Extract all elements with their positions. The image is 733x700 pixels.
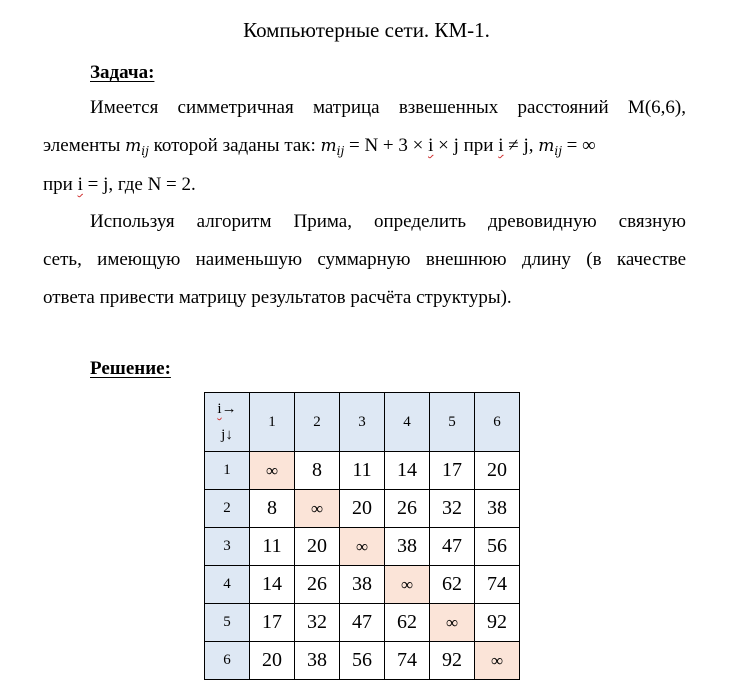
matrix-row <box>205 490 520 528</box>
row-header-3: 3 <box>205 528 250 566</box>
word: древовидную <box>488 211 597 232</box>
text: элементы <box>43 135 121 156</box>
arrow-down-icon: ↓ <box>225 427 233 443</box>
task-paragraph-1-line-2 <box>43 135 686 158</box>
word: Имеется <box>90 97 159 118</box>
distance-matrix-table <box>204 392 520 680</box>
task-heading: Задача: <box>90 62 155 83</box>
text: при <box>43 174 73 195</box>
matrix-cell: 20 <box>250 642 295 680</box>
spellcheck-word[interactable]: i <box>77 174 83 195</box>
matrix-cell: 20 <box>340 490 385 528</box>
document-title: Компьютерные сети. КМ-1. <box>243 18 490 42</box>
word: матрица <box>312 97 380 118</box>
matrix-cell: 56 <box>340 642 385 680</box>
word: M(6,6), <box>627 97 686 118</box>
spellcheck-word[interactable]: i <box>498 135 504 156</box>
matrix-cell: 38 <box>475 490 520 528</box>
matrix-cell: 38 <box>385 528 430 566</box>
task-paragraph-2-line-1 <box>90 211 686 233</box>
math-m-ij: $m_{ij}$ <box>320 136 345 158</box>
matrix-cell: 38 <box>340 566 385 604</box>
word: внешнюю <box>425 249 507 270</box>
matrix-cell: 62 <box>385 604 430 642</box>
solution-heading: Решение: <box>90 358 171 379</box>
matrix-cell: 14 <box>250 566 295 604</box>
math-m-ij: $m_{ij}$ <box>125 136 149 158</box>
matrix-header-row <box>205 393 520 452</box>
word: симметричная <box>177 97 294 118</box>
formula-text: ≠ j, <box>508 135 534 156</box>
word: Прима, <box>293 211 352 232</box>
task-paragraph-2-line-3: ответа привести матрицу результатов расчёта структуры). <box>43 287 512 308</box>
matrix-cell: 17 <box>430 452 475 490</box>
task-paragraph-1-line-3 <box>43 174 686 196</box>
matrix-cell-diagonal: ∞ <box>430 604 475 642</box>
matrix-cell: 56 <box>475 528 520 566</box>
word: определить <box>373 211 467 232</box>
matrix-corner-cell <box>205 393 250 452</box>
matrix-cell: 62 <box>430 566 475 604</box>
column-header-6: 6 <box>475 393 520 452</box>
matrix-row <box>205 452 520 490</box>
word: имеющую <box>97 249 181 270</box>
matrix-cell: 26 <box>385 490 430 528</box>
corner-j-label: j <box>221 427 226 443</box>
matrix-cell-diagonal: ∞ <box>340 528 385 566</box>
matrix-cell-diagonal: ∞ <box>295 490 340 528</box>
matrix-cell-diagonal: ∞ <box>385 566 430 604</box>
matrix-cell-diagonal: ∞ <box>475 642 520 680</box>
row-header-2: 2 <box>205 490 250 528</box>
word: связную <box>618 211 686 232</box>
matrix-cell: 47 <box>340 604 385 642</box>
word: Используя <box>90 211 175 232</box>
word: качестве <box>616 249 686 270</box>
row-header-4: 4 <box>205 566 250 604</box>
word: наименьшую <box>195 249 303 270</box>
column-header-5: 5 <box>430 393 475 452</box>
text: = j, где N = 2. <box>87 174 196 195</box>
matrix-row <box>205 528 520 566</box>
text: которой заданы так: <box>153 135 316 156</box>
matrix-row <box>205 604 520 642</box>
word: суммарную <box>317 249 411 270</box>
column-header-2: 2 <box>295 393 340 452</box>
matrix-row <box>205 566 520 604</box>
matrix-cell: 17 <box>250 604 295 642</box>
matrix-cell: 32 <box>430 490 475 528</box>
task-paragraph-2-line-2 <box>43 249 686 271</box>
matrix-cell: 74 <box>385 642 430 680</box>
formula-text: × j при <box>438 135 494 156</box>
word: алгоритм <box>196 211 272 232</box>
corner-i-label: i <box>217 401 222 417</box>
column-header-1: 1 <box>250 393 295 452</box>
matrix-cell: 74 <box>475 566 520 604</box>
matrix-cell: 92 <box>475 604 520 642</box>
row-header-5: 5 <box>205 604 250 642</box>
matrix-cell: 14 <box>385 452 430 490</box>
row-header-6: 6 <box>205 642 250 680</box>
matrix-cell: 8 <box>295 452 340 490</box>
matrix-cell: 38 <box>295 642 340 680</box>
formula-text: = ∞ <box>566 135 596 156</box>
word: сеть, <box>43 249 82 270</box>
matrix-cell-diagonal: ∞ <box>250 452 295 490</box>
matrix-cell: 26 <box>295 566 340 604</box>
matrix-cell: 11 <box>250 528 295 566</box>
matrix-cell: 20 <box>475 452 520 490</box>
spellcheck-word[interactable]: i <box>428 135 434 156</box>
math-m-ij: $m_{ij}$ <box>538 136 562 158</box>
matrix-cell: 32 <box>295 604 340 642</box>
formula-text: = N + 3 × <box>348 135 424 156</box>
matrix-cell: 47 <box>430 528 475 566</box>
word: расстояний <box>517 97 609 118</box>
arrow-right-icon: → <box>221 401 237 417</box>
word: длину <box>521 249 571 270</box>
matrix-row <box>205 642 520 680</box>
word: (в <box>586 249 602 270</box>
column-header-3: 3 <box>340 393 385 452</box>
matrix-cell: 8 <box>250 490 295 528</box>
matrix-cell: 11 <box>340 452 385 490</box>
word: взвешенных <box>398 97 499 118</box>
column-header-4: 4 <box>385 393 430 452</box>
task-paragraph-1-line-1 <box>90 97 686 119</box>
matrix-cell: 20 <box>295 528 340 566</box>
matrix-cell: 92 <box>430 642 475 680</box>
row-header-1: 1 <box>205 452 250 490</box>
